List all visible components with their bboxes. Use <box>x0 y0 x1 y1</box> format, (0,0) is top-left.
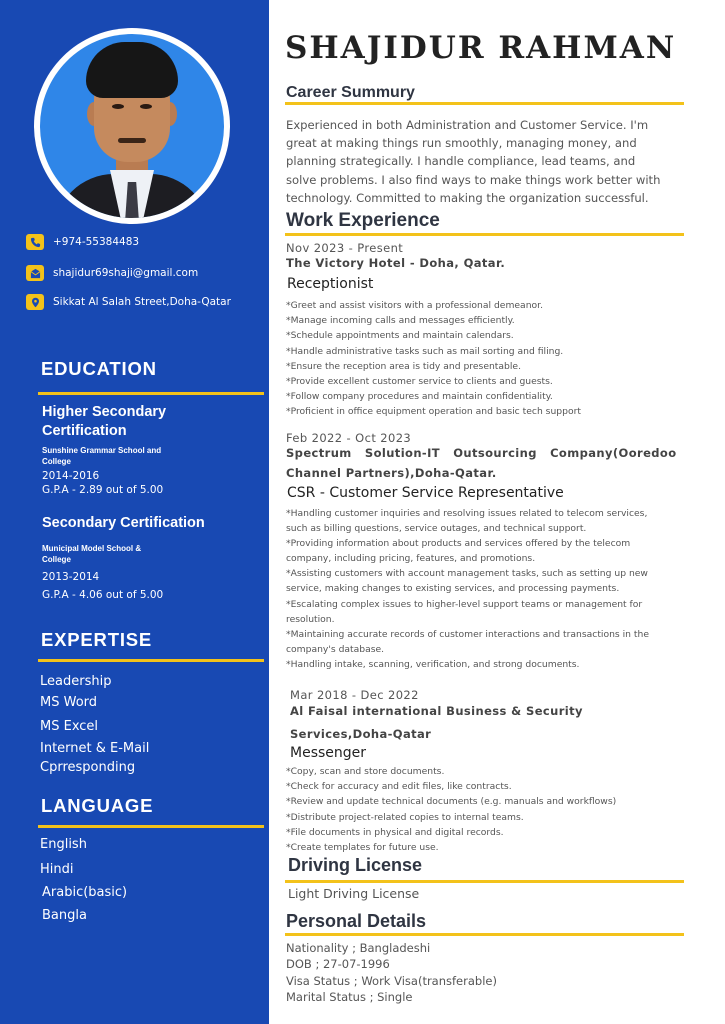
duty-item: *Copy, scan and store documents. <box>286 766 445 777</box>
duty-item: *Review and update technical documents (e.g. manuals and workflows) <box>286 796 617 808</box>
personal-detail: Nationality ; Bangladeshi <box>286 941 431 955</box>
education-school: Sunshine Grammar School and College <box>42 446 162 466</box>
duty-item: *Follow company procedures and maintain confidentiality. <box>286 391 553 403</box>
expertise-item: MS Word <box>40 695 98 710</box>
duty-item: *Assisting customers with account management tasks, such as setting up new <box>286 568 648 580</box>
profile-photo <box>40 34 224 218</box>
personal-heading: Personal Details <box>286 911 427 931</box>
job-date: Feb 2022 - Oct 2023 <box>286 431 412 445</box>
email-icon <box>26 265 44 281</box>
duty-item: *Escalating complex issues to higher-level support teams or management for <box>286 598 643 610</box>
duty-item: *Handling intake, scanning, verification, and strong documents. <box>286 658 580 670</box>
job-role: Messenger <box>290 745 367 761</box>
duty-item: company, including pricing, features, and promotions. <box>286 553 536 565</box>
job-duties <box>286 506 716 672</box>
duty-item: *Providing information about products and services offered by the telecom <box>286 538 631 550</box>
duty-item: *Manage incoming calls and messages efficiently. <box>286 315 515 327</box>
language-item: Arabic(basic) <box>42 885 128 900</box>
contact-address <box>26 294 231 310</box>
summary-heading: Career Summury <box>286 84 415 101</box>
driving-value: Light Driving License <box>288 886 420 901</box>
job-duties <box>286 764 716 855</box>
duty-item: *Distribute project-related copies to internal teams. <box>286 811 524 823</box>
job-company: Channel Partners),Doha-Qatar. <box>286 466 497 480</box>
duty-item: *Create templates for future use. <box>286 842 439 854</box>
education-title: Secondary Certification <box>42 515 205 531</box>
address-text: Sikkat Al Salah Street,Doha-Qatar <box>53 296 231 308</box>
experience-heading: Work Experience <box>286 210 440 231</box>
duty-item: *Handling customer inquiries and resolving issues related to telecom services, <box>286 508 648 519</box>
education-years: 2013-2014 <box>42 571 100 583</box>
duty-item: *Maintaining accurate records of customer interactions and transactions in the <box>286 628 649 640</box>
expertise-heading: EXPERTISE <box>41 629 153 650</box>
duty-item: such as billing questions, service outages, and technical support. <box>286 523 587 535</box>
personal-detail: Marital Status ; Single <box>286 990 413 1004</box>
education-years: 2014-2016 <box>42 470 100 482</box>
education-heading: EDUCATION <box>41 358 157 379</box>
duty-item: *Ensure the reception area is tidy and presentable. <box>286 360 521 372</box>
expertise-divider <box>38 659 264 662</box>
job-date: Nov 2023 - Present <box>286 241 404 255</box>
job-duties <box>286 298 716 420</box>
duty-item: company's database. <box>286 643 385 655</box>
duty-item: *Greet and assist visitors with a professional demeanor. <box>286 300 543 311</box>
language-heading: LANGUAGE <box>41 795 154 816</box>
sidebar <box>0 0 269 1024</box>
job-role: Receptionist <box>287 276 374 292</box>
experience-divider <box>285 233 684 236</box>
duty-item: *Schedule appointments and maintain calendars. <box>286 330 514 342</box>
education-gpa: G.P.A - 2.89 out of 5.00 <box>42 484 164 496</box>
expertise-item: Cprresponding <box>40 760 136 775</box>
language-item: English <box>40 837 87 852</box>
email-text: shajidur69shaji@gmail.com <box>53 267 199 279</box>
summary-divider <box>285 102 684 105</box>
driving-divider <box>285 880 684 883</box>
language-divider <box>38 825 264 828</box>
job-company: Spectrum Solution-IT Outsourcing Company(Ooredoo <box>286 446 677 460</box>
duty-item: *Proficient in office equipment operation and basic tech support <box>286 406 581 418</box>
duty-item: service, making changes to existing services, and processing payments. <box>286 583 620 595</box>
candidate-name: SHAJIDUR RAHMAN <box>285 30 677 66</box>
summary-text: Experienced in both Administration and Customer Service. I'm great at making things run smoothly, managing money, and planning strategically. I handle compliance, lead teams, and solve problems. I also find ways to make things work better with technology. Committed to making the organization successful. <box>286 118 661 205</box>
expertise-item: Leadership <box>40 674 112 689</box>
language-item: Bangla <box>42 908 87 923</box>
location-icon <box>26 294 44 310</box>
duty-item: *File documents in physical and digital records. <box>286 826 504 838</box>
education-gpa: G.P.A - 4.06 out of 5.00 <box>42 589 164 601</box>
phone-icon <box>26 234 44 250</box>
expertise-item: Internet & E-Mail <box>40 741 150 756</box>
job-company: The Victory Hotel - Doha, Qatar. <box>286 256 506 270</box>
job-company: Services,Doha-Qatar <box>290 727 432 741</box>
job-company: Al Faisal international Business & Security <box>290 704 583 718</box>
duty-item: resolution. <box>286 613 335 625</box>
duty-item: *Check for accuracy and edit files, like contracts. <box>286 781 512 793</box>
education-school: Municipal Model School & College <box>42 544 142 564</box>
language-item: Hindi <box>40 862 74 877</box>
job-date: Mar 2018 - Dec 2022 <box>290 688 419 702</box>
expertise-item: MS Excel <box>40 719 99 734</box>
personal-detail: DOB ; 27-07-1996 <box>286 957 390 971</box>
contact-phone <box>26 234 139 250</box>
duty-item: *Provide excellent customer service to clients and guests. <box>286 376 553 388</box>
job-role: CSR - Customer Service Representative <box>287 485 564 501</box>
education-title: Higher Secondary Certification <box>42 404 167 439</box>
education-divider <box>38 392 264 395</box>
driving-heading: Driving License <box>288 855 423 875</box>
personal-detail: Visa Status ; Work Visa(transferable) <box>286 974 497 988</box>
personal-divider <box>285 933 684 936</box>
phone-text: +974-55384483 <box>53 236 140 248</box>
duty-item: *Handle administrative tasks such as mail sorting and filing. <box>286 345 564 357</box>
contact-email <box>26 265 198 281</box>
